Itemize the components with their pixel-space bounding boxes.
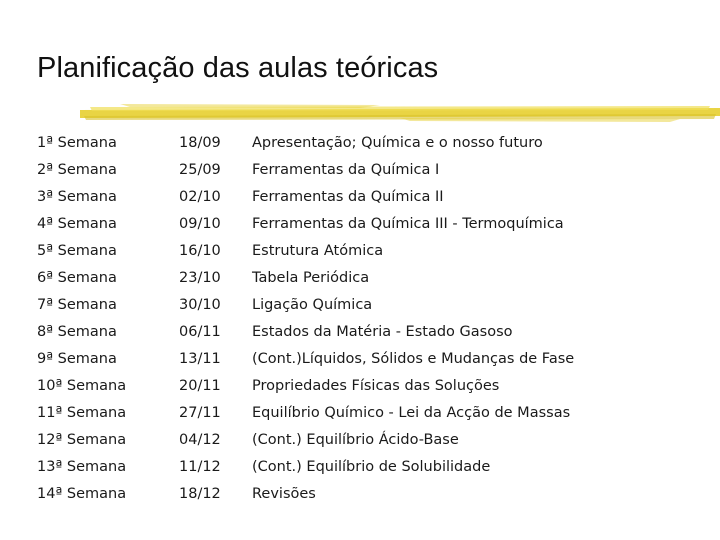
class-topic: (Cont.)Líquidos, Sólidos e Mudanças de Fase — [252, 351, 575, 367]
week-label: 12ª Semana — [37, 432, 127, 448]
class-date: 13/11 — [179, 351, 221, 367]
schedule-row — [37, 238, 720, 265]
week-label: 7ª Semana — [37, 297, 117, 313]
class-topic: Revisões — [252, 486, 316, 502]
class-date: 18/09 — [179, 135, 221, 151]
schedule-row — [37, 427, 720, 454]
schedule-list — [37, 130, 720, 508]
class-date: 27/11 — [179, 405, 221, 421]
title-underline-brushstroke — [80, 102, 720, 124]
schedule-row — [37, 265, 720, 292]
week-label: 11ª Semana — [37, 405, 127, 421]
schedule-row — [37, 454, 720, 481]
class-date: 18/12 — [179, 486, 221, 502]
class-topic: (Cont.) Equilíbrio de Solubilidade — [252, 459, 491, 475]
schedule-row — [37, 319, 720, 346]
week-label: 5ª Semana — [37, 243, 117, 259]
week-label: 8ª Semana — [37, 324, 117, 340]
class-topic: Estados da Matéria - Estado Gasoso — [252, 324, 513, 340]
class-date: 25/09 — [179, 162, 221, 178]
class-date: 30/10 — [179, 297, 221, 313]
class-topic: Tabela Periódica — [252, 270, 370, 286]
class-date: 02/10 — [179, 189, 221, 205]
week-label: 2ª Semana — [37, 162, 117, 178]
class-date: 16/10 — [179, 243, 221, 259]
week-label: 3ª Semana — [37, 189, 117, 205]
schedule-row — [37, 292, 720, 319]
schedule-row — [37, 130, 720, 157]
class-topic: Propriedades Físicas das Soluções — [252, 378, 500, 394]
class-topic: Ligação Química — [252, 297, 373, 313]
schedule-row — [37, 184, 720, 211]
schedule-row — [37, 211, 720, 238]
class-topic: Ferramentas da Química II — [252, 189, 444, 205]
week-label: 1ª Semana — [37, 135, 117, 151]
class-date: 09/10 — [179, 216, 221, 232]
schedule-row — [37, 157, 720, 184]
class-date: 20/11 — [179, 378, 221, 394]
week-label: 14ª Semana — [37, 486, 127, 502]
week-label: 13ª Semana — [37, 459, 127, 475]
schedule-row — [37, 346, 720, 373]
schedule-row — [37, 400, 720, 427]
class-topic: Equilíbrio Químico - Lei da Acção de Massas — [252, 405, 571, 421]
week-label: 9ª Semana — [37, 351, 117, 367]
class-date: 04/12 — [179, 432, 221, 448]
week-label: 4ª Semana — [37, 216, 117, 232]
class-topic: Apresentação; Química e o nosso futuro — [252, 135, 543, 151]
schedule-row — [37, 373, 720, 400]
slide-title: Planificação das aulas teóricas — [37, 52, 439, 84]
week-label: 6ª Semana — [37, 270, 117, 286]
class-topic: Ferramentas da Química I — [252, 162, 440, 178]
class-topic: Ferramentas da Química III - Termoquímica — [252, 216, 564, 232]
class-topic: Estrutura Atómica — [252, 243, 384, 259]
class-date: 23/10 — [179, 270, 221, 286]
class-date: 06/11 — [179, 324, 221, 340]
week-label: 10ª Semana — [37, 378, 127, 394]
schedule-row — [37, 481, 720, 508]
class-date: 11/12 — [179, 459, 221, 475]
class-topic: (Cont.) Equilíbrio Ácido-Base — [252, 432, 459, 448]
